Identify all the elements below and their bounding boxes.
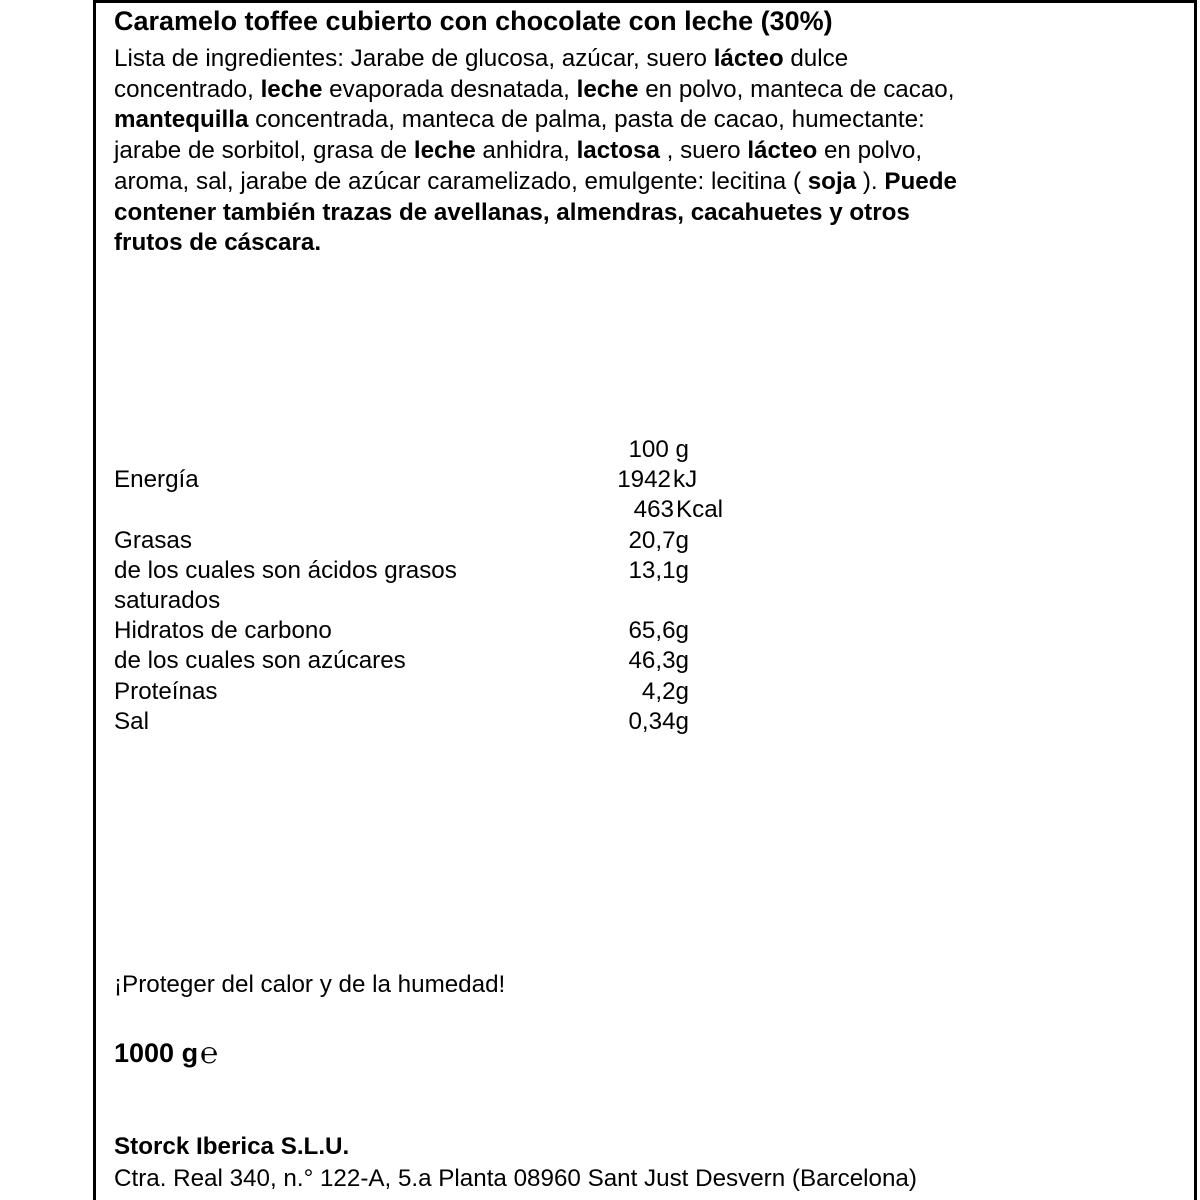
ingredients-text: concentrada, manteca de palma, pasta de cacao, humectante: — [248, 106, 925, 134]
company-address: Ctra. Real 340, n.° 122-A, 5.a Planta 08960 Sant Just Desvern (Barcelona) — [114, 1165, 917, 1192]
ingredients-text: en polvo, — [817, 137, 923, 165]
ingredients-text: evaporada desnatada, — [322, 75, 577, 103]
net-weight — [114, 1036, 218, 1071]
allergen: soja — [807, 167, 857, 195]
nutrition-per-100g-header: 100 g — [628, 436, 689, 463]
nutrition-label: Hidratos de carbono — [114, 617, 332, 645]
nutrition-row-saturates — [114, 556, 814, 586]
allergen: lactosa — [576, 137, 660, 165]
nutrition-header-row — [114, 435, 814, 465]
nutrition-value: 65,6g — [628, 617, 689, 645]
nutrition-label: de los cuales son azúcares — [114, 647, 406, 675]
ingredients-text: aroma, sal, jarabe de azúcar caramelizado, emulgente: lecitina ( — [114, 167, 808, 195]
ingredients-text: ). — [856, 167, 885, 195]
nutrition-value: 0,34g — [628, 707, 689, 735]
ingredients-text: Lista de ingredientes: Jarabe de glucosa, azúcar, suero — [114, 45, 714, 72]
nutrition-row-fat — [114, 526, 814, 556]
nutrition-table — [114, 435, 814, 737]
nutrition-label: Sal — [114, 707, 149, 735]
nutrition-row-saturates-cont — [114, 586, 814, 616]
nutrition-value: 20,7g — [628, 526, 689, 554]
allergen: leche — [260, 75, 323, 103]
nutrition-label: Energía — [114, 466, 199, 494]
storage-note: ¡Proteger del calor y de la humedad! — [114, 971, 506, 998]
nutrition-value: 13,1g — [628, 556, 689, 584]
ingredients-line — [114, 44, 1114, 75]
traces-warning: contener también trazas de avellanas, almendras, cacahuetes y otros — [114, 198, 910, 226]
nutrition-value: 4,2g — [641, 677, 689, 705]
nutrition-label: Grasas — [114, 526, 192, 554]
nutrition-row-energy-kj — [114, 465, 814, 495]
nutrition-row-protein — [114, 677, 814, 707]
allergen: lácteo — [747, 137, 818, 165]
nutrition-label: de los cuales son ácidos grasos — [114, 556, 457, 584]
nutrition-row-sugars — [114, 646, 814, 676]
traces-warning: Puede — [884, 167, 957, 195]
allergen: mantequilla — [114, 106, 249, 134]
nutrition-label: Proteínas — [114, 677, 218, 705]
nutrition-value: 463 — [633, 496, 674, 524]
ingredients-text: en polvo, manteca de cacao, — [638, 75, 955, 103]
traces-warning: frutos de cáscara. — [114, 229, 322, 257]
nutrition-row-carbs — [114, 616, 814, 646]
ingredients-line — [114, 136, 1114, 167]
allergen: leche — [576, 75, 639, 103]
ingredients-text: dulce — [783, 45, 849, 72]
nutrition-row-energy-kcal — [114, 495, 814, 525]
nutrition-unit: kJ — [673, 466, 698, 494]
ingredients-line — [114, 75, 1114, 106]
nutrition-value: 46,3g — [628, 647, 689, 675]
ingredients-text: jarabe de sorbitol, grasa de — [114, 137, 414, 165]
ingredients-text: , suero — [659, 137, 748, 165]
company-name: Storck Iberica S.L.U. — [114, 1133, 350, 1160]
allergen: leche — [413, 137, 476, 165]
allergen: lácteo — [713, 45, 784, 72]
ingredients-line — [114, 167, 1114, 198]
nutrition-label: saturados — [114, 586, 221, 614]
nutrition-row-salt — [114, 707, 814, 737]
ingredients-text: concentrado, — [114, 75, 261, 103]
estimated-sign-icon: ℮ — [200, 1037, 219, 1070]
nutrition-value: 1942 — [617, 466, 671, 494]
product-title: Caramelo toffee cubierto con chocolate con leche (30%) — [114, 6, 833, 36]
ingredients-text: anhidra, — [475, 137, 577, 165]
ingredients-list — [114, 44, 1114, 259]
net-weight-value: 1000 g — [114, 1038, 199, 1068]
ingredients-line — [114, 105, 1114, 136]
nutrition-unit: Kcal — [676, 496, 724, 524]
